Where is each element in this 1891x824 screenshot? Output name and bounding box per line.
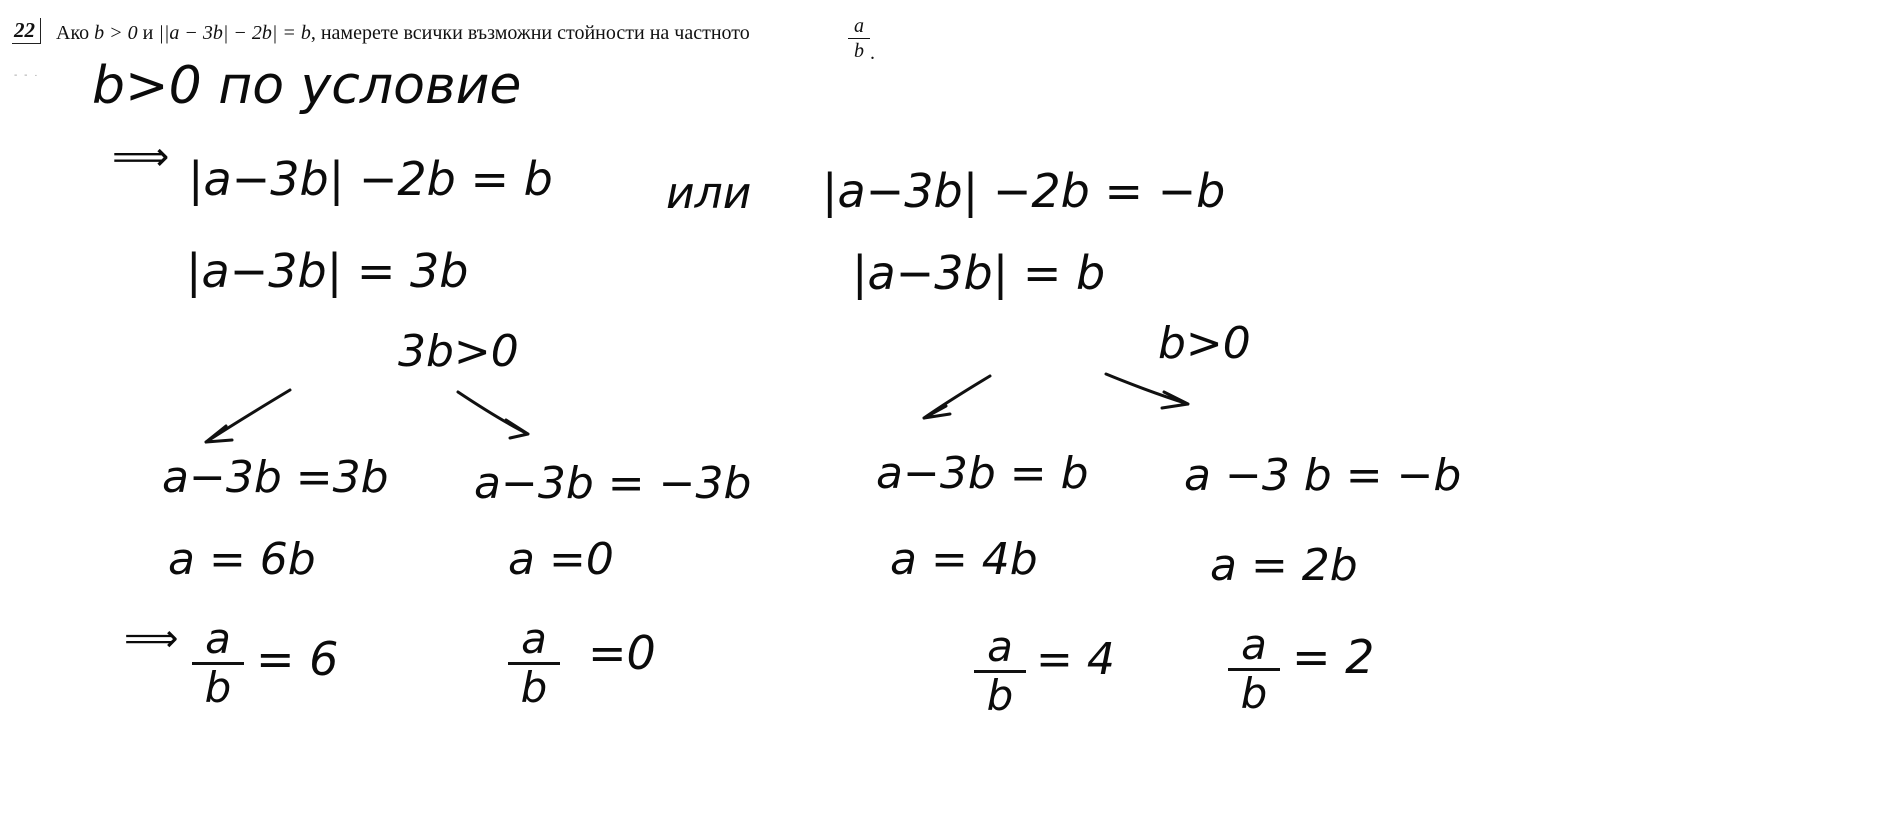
- subcase2-equation: a−3b = −3b: [474, 458, 752, 509]
- subcase3-fraction: [974, 624, 1026, 719]
- arrow-case2-right: [1106, 374, 1188, 408]
- subcase3-quotient-value: = 4: [1036, 634, 1115, 685]
- case2-equation: |a−3b| −2b = −b: [822, 164, 1226, 218]
- case1-equation: |a−3b| −2b = b: [188, 152, 553, 206]
- subcase1-implies-arrow: ⟹: [124, 616, 179, 660]
- subcase4-fraction-numerator: a: [1241, 620, 1267, 669]
- subcase3-equation: a−3b = b: [876, 448, 1089, 499]
- arrow-case2-left: [924, 376, 990, 418]
- subcase1-fraction-denominator: b: [192, 662, 244, 711]
- problem-text: [56, 22, 750, 45]
- quotient-numerator: a: [848, 14, 870, 39]
- case1-absolute-value: |a−3b| = 3b: [186, 244, 469, 298]
- or-word: или: [666, 168, 752, 219]
- arrow-case1-right: [458, 392, 528, 438]
- subcase3-fraction-denominator: b: [974, 670, 1026, 719]
- subcase3-result: a = 4b: [890, 534, 1038, 585]
- case2-absolute-value: |a−3b| = b: [852, 246, 1106, 300]
- subcase2-fraction-numerator: a: [521, 614, 547, 663]
- problem-number: 22: [12, 18, 41, 44]
- subcase4-fraction: [1228, 622, 1280, 717]
- condition-b-positive: b > 0: [94, 22, 138, 44]
- subcase2-quotient-value: =0: [588, 626, 656, 680]
- problem-text-rest: , намерете всички възможни стойности на частното: [310, 22, 750, 44]
- arrow-case1-left: [206, 390, 290, 442]
- quotient-denominator: b: [854, 40, 864, 62]
- subcase1-fraction-numerator: a: [205, 614, 231, 663]
- subcase1-fraction: [192, 616, 244, 711]
- subcase4-equation: a −3 b = −b: [1184, 450, 1462, 501]
- subcase3-fraction-numerator: a: [987, 622, 1013, 671]
- subcase2-fraction-denominator: b: [508, 662, 560, 711]
- subcase4-quotient-value: = 2: [1292, 630, 1375, 684]
- scan-marks: - - ·: [14, 70, 40, 81]
- case2-positive-note: b>0: [1158, 318, 1251, 369]
- line-b-positive-condition: b>0 по условие: [92, 56, 522, 116]
- subcase4-result: a = 2b: [1210, 540, 1358, 591]
- case1-positive-note: 3b>0: [398, 326, 519, 377]
- quotient-fraction: [848, 14, 870, 63]
- subcase2-fraction: [508, 616, 560, 711]
- subcase1-result: a = 6b: [168, 534, 316, 585]
- quotient-period: .: [870, 42, 875, 64]
- problem-text-ako: Ако: [56, 22, 95, 44]
- problem-equation: ||a − 3b| − 2b| = b: [158, 22, 311, 44]
- subcase1-quotient-value: = 6: [256, 632, 339, 686]
- subcase1-equation: a−3b =3b: [162, 452, 389, 503]
- subcase2-result: a =0: [508, 534, 614, 585]
- subcase4-fraction-denominator: b: [1228, 668, 1280, 717]
- implies-arrow-1: ⟹: [112, 134, 170, 180]
- problem-text-and: и: [137, 22, 159, 44]
